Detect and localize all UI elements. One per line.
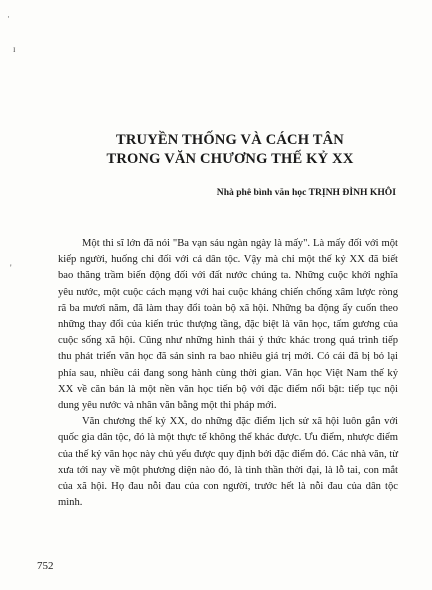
margin-mark: ' [10, 263, 12, 273]
chapter-title-line-2: TRONG VĂN CHƯƠNG THẾ KỶ XX [106, 151, 354, 167]
margin-mark: · [7, 12, 10, 22]
paragraph: Văn chương thế kỷ XX, do những đặc điểm lịch sử xã hội luôn gắn với quốc gia dân tộc, đó là một thực tế không thể khác được. Ưu điểm, nhược điểm của thế kỷ văn học này chủ yếu được quy định bởi đặc điểm đó. Các nhà văn, từ xưa tới nay về một phương diện nào đó, là tinh thần thời đại, là lỗ tai, con mắt của xã hội. Họ đau nỗi đau của con người, trước hết là nỗi đau của dân tộc mình. [58, 416, 398, 509]
chapter-title-line-1: TRUYỀN THỐNG VÀ CÁCH TÂN [116, 132, 344, 148]
page-number: 752 [37, 560, 54, 572]
paragraph: Một thi sĩ lớn đã nói "Ba vạn sáu ngàn ngày là mấy". Là mấy đối với một kiếp người, huống chi đối với cả dân tộc. Vậy mà chỉ một thế kỷ XX đã biết bao thăng trầm biến động đối với đất nước chúng ta. Những cuộc khởi nghĩa yêu nước, một cuộc cách mạng với hai cuộc kháng chiến chống xâm lược ròng rã ba mươi năm, đã làm thay đổi toàn bộ xã hội. Những ba động ấy cuốn theo những thay đổi của kiến trúc thượng tầng, đặc biệt là văn học, tấm gương của cuộc sống xã hội. Cũng như những hình thái ý thức khác trong quá trình tiếp thu phát triển văn học đã sản sinh ra bao nhiêu giá trị mới. Có cái đã bị bỏ lại phía sau, nhiều cái đang song hành cùng thời gian. Văn học Việt Nam thế kỷ XX về căn bản là một nền văn học tiến bộ với đặc điểm nổi bật: tiếp tục nội dung yêu nước và nhân văn bằng một thi pháp mới. [58, 238, 398, 412]
margin-mark: ɪ [13, 44, 16, 54]
author-byline: Nhà phê bình văn học TRỊNH ĐÌNH KHÔI [216, 187, 396, 198]
body-text [58, 236, 398, 511]
